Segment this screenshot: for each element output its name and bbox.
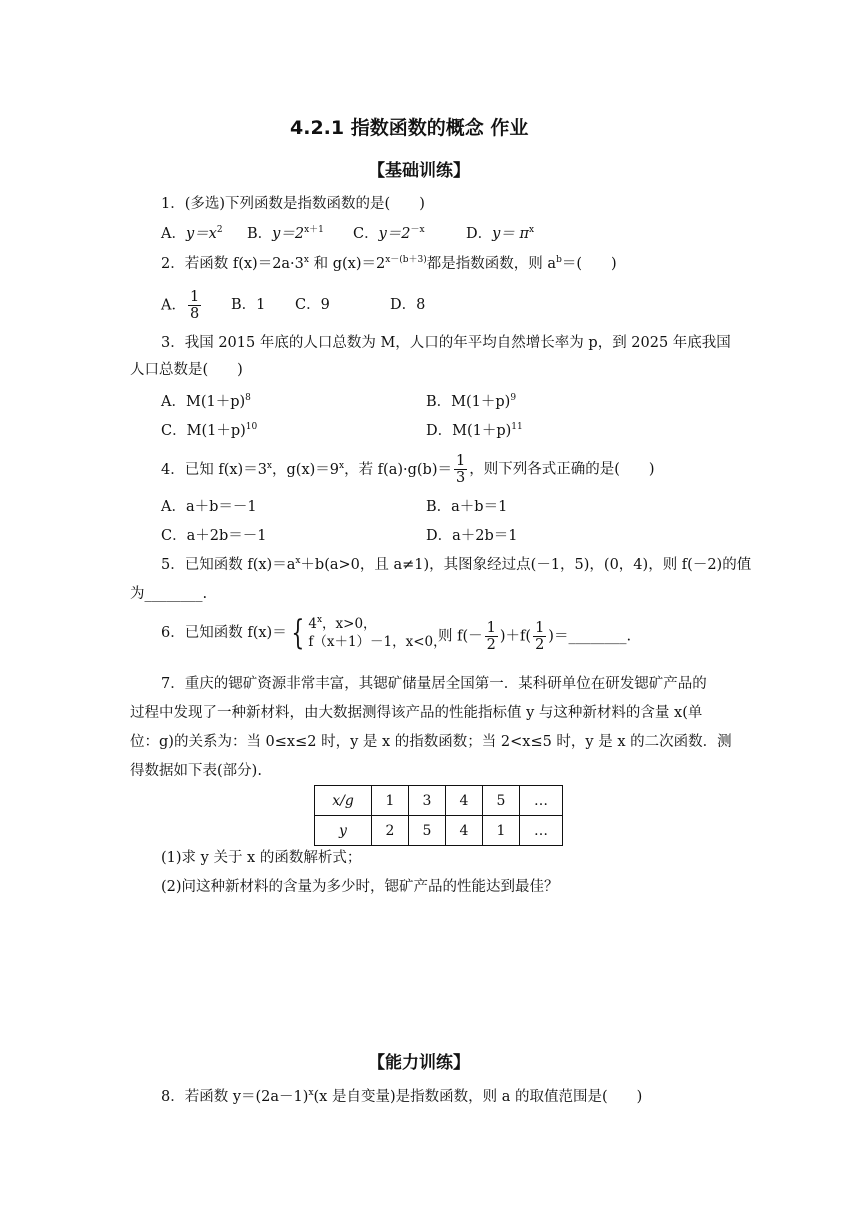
question-5-line-2: 为________. [130, 586, 208, 602]
table-row [315, 786, 563, 816]
table-cell: y [315, 816, 372, 846]
table-cell: 3 [409, 786, 446, 816]
fraction: $\frac{1}{8}$ [189, 289, 200, 322]
question-3-line-2: 人口总数是( ) [130, 362, 243, 378]
question-4-option-d: D．a＋2b＝1 [426, 528, 518, 544]
question-4-option-a: A．a＋b＝－1 [161, 499, 257, 515]
question-3-line-1: 3．我国 2015 年底的人口总数为 M，人口的年平均自然增长率为 p，到 2025 年底我国 [161, 335, 731, 351]
question-1-option-b: B．$y=2^{x+1}$ [247, 225, 324, 242]
section-basic-training: 【基础训练】 [368, 161, 470, 181]
question-7-sub-1: (1)求 y 关于 x 的函数解析式； [161, 850, 362, 866]
question-8-stem: 8．若函数 $y=(2a-1)^x(x$ 是自变量)是指数函数，则 a 的取值范围是( ) [161, 1088, 643, 1105]
table-cell: 4 [446, 786, 483, 816]
table-cell: 1 [372, 786, 409, 816]
table-cell: 4 [446, 816, 483, 846]
question-4-option-b: B．a＋b＝1 [426, 499, 508, 515]
table-cell: 2 [372, 816, 409, 846]
question-7-line-1: 7．重庆的锶矿资源非常丰富，其锶矿储量居全国第一．某科研单位在研发锶矿产品的 [161, 676, 707, 692]
question-5-line-1: 5．已知函数 $f(x)=a^x+b(a>0$，且 a≠1)，其图象经过点(－1，5)，(0，4)，则 f(－2)的值 [161, 556, 752, 573]
question-7-sub-2: (2)问这种新材料的含量为多少时，锶矿产品的性能达到最佳？ [161, 879, 559, 895]
question-6-expression: 则 f(－ $\frac{1}{2}$ )＋f( $\frac{1}{2}$ )＝________. [438, 620, 632, 653]
table-cell: … [520, 786, 563, 816]
question-3-option-c: C．$M(1+p)^{10}$ [161, 422, 258, 439]
fraction: $\frac{1}{2}$ [486, 620, 496, 653]
data-table [314, 785, 563, 846]
table-cell: … [520, 816, 563, 846]
table-row [315, 816, 563, 846]
piecewise-cases: 4$^x$，x>0， f（x＋1）－1，x<0， [308, 615, 447, 650]
table-cell: x/g [315, 786, 372, 816]
question-7-line-3: 位：g)的关系为：当 0≤x≤2 时，y 是 x 的指数函数；当 2<x≤5 时，y 是 x 的二次函数．测 [130, 734, 732, 750]
question-2-option-c: C．9 [295, 297, 330, 313]
question-4-stem: 4．已知 $f(x)=3^x$，$g(x)=9^x$，若 f(a)·g(b)＝ $\frac{1}{3}$ ，则下列各式正确的是( ) [161, 453, 655, 486]
question-2-option-d: D．8 [390, 297, 426, 313]
question-2-option-a: A． $\frac{1}{8}$ [161, 289, 200, 322]
question-1-option-c: C．$y=2^{-x}$ [353, 225, 425, 242]
question-2-option-b: B．1 [231, 297, 266, 313]
piecewise-brace: { [291, 613, 305, 653]
question-1-stem: 1．(多选)下列函数是指数函数的是( ) [161, 196, 425, 212]
question-7-line-2: 过程中发现了一种新材料，由大数据测得该产品的性能指标值 y 与这种新材料的含量 x(单 [130, 705, 703, 721]
question-3-option-b: B．$M(1+p)^9$ [426, 393, 517, 410]
question-6: 6．已知函数 f(x)＝ { 4$^x$，x>0， f（x＋1）－1，x<0， [161, 613, 447, 653]
table-cell: 5 [483, 786, 520, 816]
table-cell: 1 [483, 816, 520, 846]
question-7-line-4: 得数据如下表(部分). [130, 763, 262, 779]
question-3-option-d: D．$M(1+p)^{11}$ [426, 422, 523, 439]
question-4-option-c: C．a＋2b＝－1 [161, 528, 267, 544]
fraction: $\frac{1}{3}$ [456, 453, 466, 486]
page-title: 4.2.1 指数函数的概念 作业 [290, 117, 529, 139]
table-cell: 5 [409, 816, 446, 846]
question-2-stem: 2．若函数 $f(x)=2a\cdot 3^x$ 和 $g(x)=2^{x-(b+3)}$都是指数函数，则 $a^b=$( ) [161, 255, 617, 272]
question-1-option-d: D．$y= \pi^x$ [466, 225, 535, 242]
question-1-option-a: A．$y=x^2$ [161, 225, 223, 242]
question-3-option-a: A．$M(1+p)^8$ [161, 393, 251, 410]
fraction: $\frac{1}{2}$ [535, 620, 545, 653]
section-ability-training: 【能力训练】 [368, 1053, 470, 1073]
